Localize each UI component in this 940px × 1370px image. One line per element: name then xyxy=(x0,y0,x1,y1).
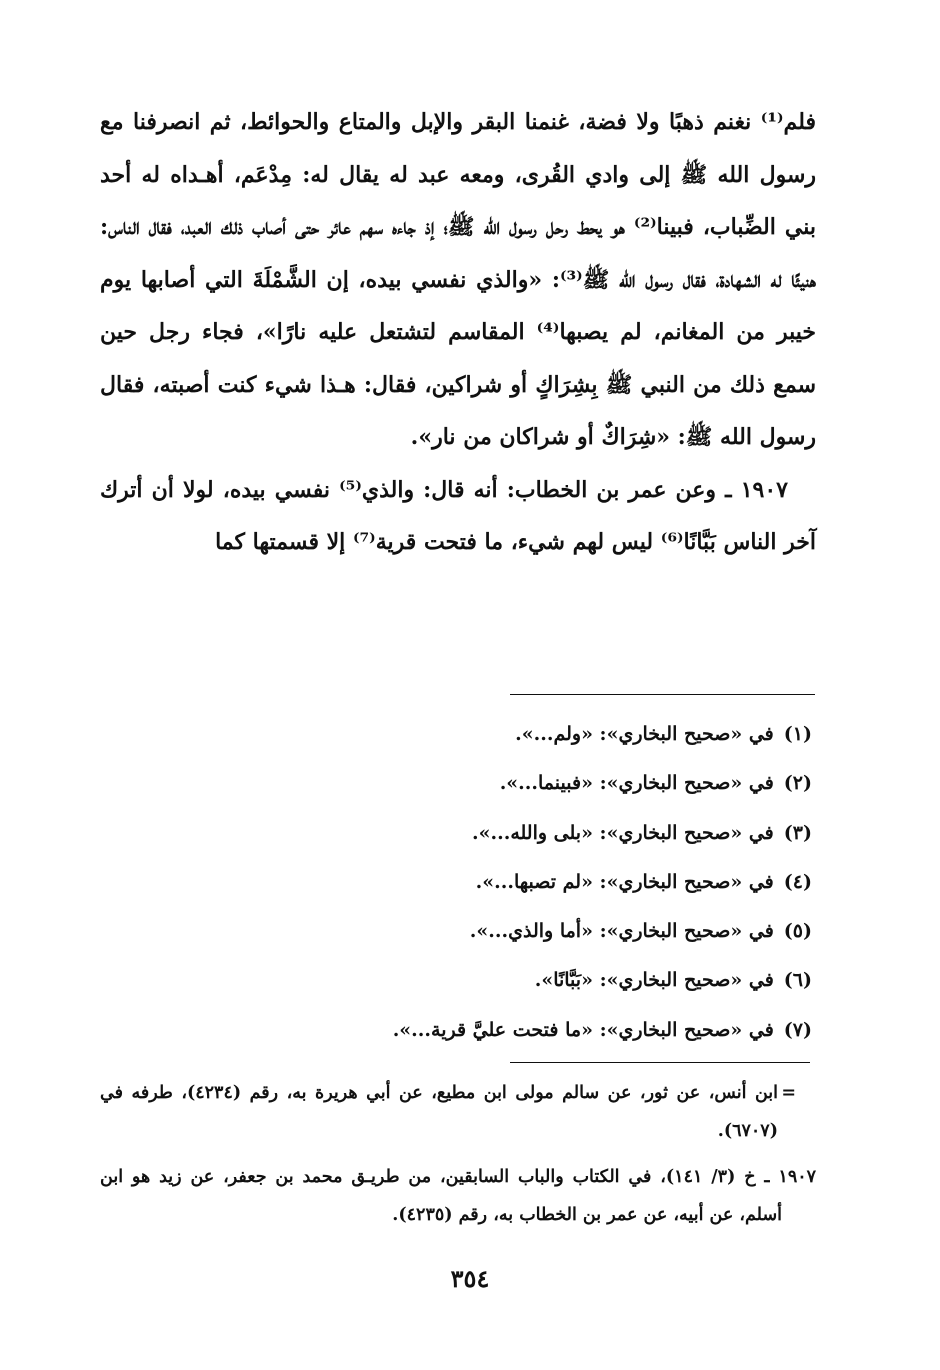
main-paragraph-hadith-1907: ١٩٠٧ ـ وعن عمر بن الخطاب: أنه قال: والذي⁽⁵⁾ نفسي بيده، لولا أن أترك آخر الناس بَبَّانًا⁽⁶⁾ ليس لهم شيء، ما فتحت قرية⁽⁷⁾ إلا قسمتها كما xyxy=(100,476,816,555)
footnote-text: في «صحيح البخاري»: «أما والذي...». xyxy=(469,920,774,943)
continuation-marker: = xyxy=(781,1083,796,1103)
footnote-separator xyxy=(510,694,815,695)
footnote-number: (٣) xyxy=(783,821,812,844)
footnote-number: (١) xyxy=(783,723,812,745)
takhrij-section xyxy=(100,1074,816,1242)
footnote-text: في «صحيح البخاري»: «بَبَّانًا». xyxy=(534,969,774,992)
footnote-number: (٤) xyxy=(783,870,812,893)
footnotes-list xyxy=(100,710,816,1055)
footnote-text: في «صحيح البخاري»: «لم تصبها...». xyxy=(475,870,774,893)
footnote-1 xyxy=(100,710,816,759)
footnote-number: (٢) xyxy=(783,772,812,795)
footnote-6 xyxy=(100,956,816,1005)
page-number: ٣٥٤ xyxy=(450,1264,490,1293)
continuation-text: ابن أنس، عن ثور، عن سالم مولى ابن مطيع، عن أبي هريرة به، رقم (٤٢٣٤)، طرفه في (٦٧٠٧). xyxy=(100,1083,778,1141)
footnote-5 xyxy=(100,907,816,956)
footnote-4 xyxy=(100,858,816,907)
footnote-text: في «صحيح البخاري»: «ولم...». xyxy=(515,723,774,745)
main-text xyxy=(100,96,816,569)
footnote-3 xyxy=(100,809,816,858)
footnote-text: في «صحيح البخاري»: «ما فتحت عليَّ قرية...». xyxy=(392,1018,774,1041)
footnote-text: في «صحيح البخاري»: «فبينما...». xyxy=(499,772,774,795)
main-paragraph-1: فلم⁽¹⁾ نغنم ذهبًا ولا فضة، غنمنا البقر والإبل والمتاع والحوائط، ثم انصرفنا مع رسول الله ﷺ إلى وادي القُرى، ومعه عبد له يقال له: مِدْعَم، أهـداه له أحد بني الضِّباب، فبينا⁽²⁾ هو يحط رحل رسول الله ﷺ؛ إذ جاءه سهم عائر حتى أصاب ذلك العبد، فقال الناس: هنيئًا له الشهادة، فقال رسول الله ﷺ⁽³⁾: «والذي نفسي بيده، إن الشَّمْلَةَ التي أصابها يوم خيبر من المغانم، لم يصبها⁽⁴⁾ المقاسم لتشتعل عليه نارًا»، فجاء رجل حين سمع ذلك من النبي ﷺ بِشِرَاكٍ أو شراكين، فقال: هـذا شيء كنت أصبته، فقال رسول الله ﷺ: «شِرَاكٌ أو شراكان من نار». xyxy=(100,109,817,450)
footnote-number: (٥) xyxy=(783,920,812,943)
footnote-number: (٦) xyxy=(783,969,812,992)
footnote-number: (٧) xyxy=(783,1018,812,1041)
takhrij-separator xyxy=(510,1062,810,1063)
footnote-text: في «صحيح البخاري»: «بلى والله...». xyxy=(471,821,774,844)
footnote-7 xyxy=(100,1006,816,1055)
takhrij-entry-1907: ١٩٠٧ ـ خ (٣/ ١٤١)، في الكتاب والباب السابقين، من طريـق محمد بن جعفر، عن زيد هو ابن أسلم، عن أبيه، عن عمر بن الخطاب به، رقم (٤٢٣٥). xyxy=(100,1167,817,1225)
footnote-2 xyxy=(100,759,816,808)
takhrij-continuation xyxy=(100,1074,816,1150)
